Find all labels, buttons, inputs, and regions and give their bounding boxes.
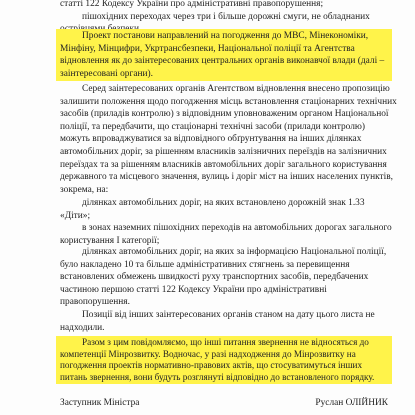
highlighted-paragraph-approval bbox=[60, 30, 388, 80]
text-line: компетенції Мінрозвитку. Водночас, у разі надходження до Мінрозвитку на bbox=[60, 348, 356, 359]
paragraph-children-sign bbox=[60, 197, 388, 222]
signature-position: Заступник Міністра bbox=[60, 398, 140, 408]
text-line: Разом з цим повідомляємо, що інші питання звернення не відносяться до bbox=[82, 337, 369, 347]
text-line: ділянках автомобільних доріг, на яких встановлено дорожній знак 1.33 bbox=[82, 198, 365, 208]
text-line: Позиції від інших заінтересованих органів станом на дату цього листа не bbox=[82, 310, 375, 320]
signature-name: Руслан ОЛІЙНИК bbox=[315, 398, 388, 408]
text-line: Проект постанови направлений на погодження до МВС, Мінекономіки, bbox=[82, 31, 369, 41]
text-line: пішохідних переходах через три і більше дорожні смуги, не обладнаних bbox=[82, 11, 370, 22]
paragraph-other-positions bbox=[60, 309, 388, 334]
text-line: користування I категорії; bbox=[60, 235, 160, 246]
text-line: державного та місцевого значення, вулиць і доріг міст на інших населених пунктів, bbox=[60, 172, 394, 183]
paragraph-crossings bbox=[60, 222, 392, 247]
text-line: переїздах та за рішенням власників автомобільних доріг загального користування bbox=[60, 159, 387, 170]
text-line: питань звернення, вони будуть розглянуті відповідно до встановленого порядку. bbox=[60, 371, 375, 382]
text-line: статті 122 Кодексу України про адміністративні правопорушення; bbox=[60, 0, 324, 9]
text-line: зокрема, на: bbox=[60, 184, 109, 195]
text-line: поліції, та передбачити, що стаціонарні технічні засоби (прилади контролю) bbox=[60, 121, 366, 132]
text-line: «Діти»; bbox=[60, 210, 91, 221]
text-line: ділянках автомобільних доріг, на яких за інформацією Національної поліції, bbox=[82, 247, 387, 257]
text-line: Серед заінтересованих органів Агентством відновлення внесено пропозицію bbox=[82, 84, 390, 94]
text-line: засобів (приладів контролю) з відповідним уповноваженим органом Національної bbox=[60, 109, 389, 120]
text-line: можуть впроваджуватися за відповідного обґрунтування на інших ділянках bbox=[60, 134, 362, 145]
text-line: погодження проектів нормативно-правових актів, що стосуватимуться інших bbox=[60, 360, 363, 371]
text-line: правопорушення. bbox=[60, 297, 130, 308]
text-line: частиною першою статті 122 Кодексу України про адміністративні bbox=[60, 284, 327, 295]
paragraph-police-info bbox=[60, 246, 388, 309]
text-line: було накладено 10 та більше адміністративних стягнень за перевищення bbox=[60, 259, 350, 270]
paragraph-proposal bbox=[60, 83, 397, 196]
text-line: заінтересовані органи). bbox=[60, 68, 153, 79]
text-line: автомобільних доріг, за рішенням власників залізничних переїздів на залізничних bbox=[60, 146, 387, 157]
text-line: надходили. bbox=[60, 322, 105, 333]
text-line: відновлення як до заінтересованих центральних органів виконавчої влади (далі – bbox=[60, 56, 385, 67]
text-line: залишити положення щодо погодження місць встановлення стаціонарних технічних bbox=[60, 96, 397, 107]
text-line: встановлених обмежень швидкості руху транспортних засобів, передбачених bbox=[60, 272, 369, 283]
text-line: Мінфіну, Мінцифри, Укртрансбезпеки, Національної поліції та Агентства bbox=[60, 43, 355, 54]
highlighted-paragraph-competence bbox=[60, 337, 388, 383]
text-line: в зонах наземних пішохідних переходів на автомобільних дорогах загального bbox=[82, 223, 392, 233]
